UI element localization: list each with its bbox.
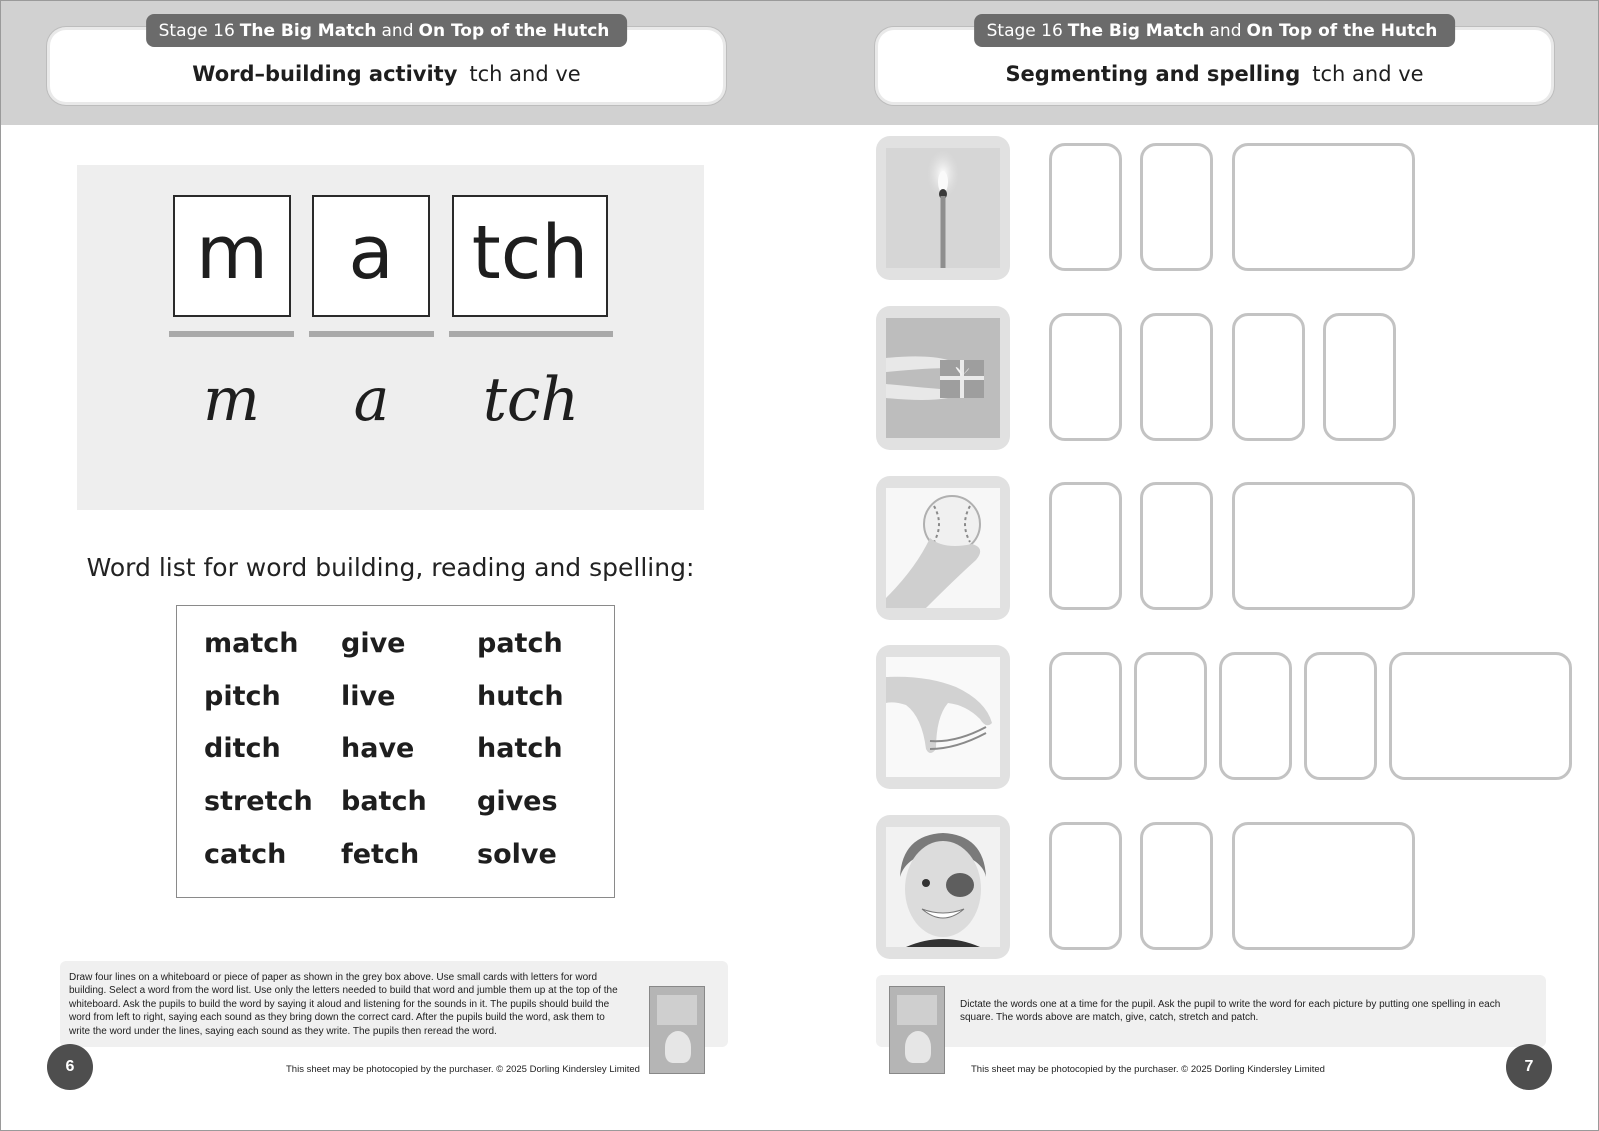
- picture-frame: [876, 645, 1010, 789]
- hand-catching-baseball-photo: [886, 488, 1000, 608]
- spelling-box[interactable]: [1049, 652, 1122, 780]
- writing-line: [309, 331, 434, 337]
- stage-label: Stage 16: [986, 20, 1063, 41]
- word-list-item: match: [204, 628, 299, 659]
- page-number: 7: [1506, 1044, 1552, 1090]
- word-list-item: ditch: [204, 733, 281, 764]
- picture-frame: [876, 815, 1010, 959]
- picture-frame: [876, 306, 1010, 450]
- activity-title: [192, 62, 580, 86]
- spelling-box[interactable]: [1049, 822, 1122, 950]
- spelling-box[interactable]: [1219, 652, 1292, 780]
- word-list-item: catch: [204, 839, 287, 870]
- copyright-footer: This sheet may be photocopied by the purchaser. © 2025 Dorling Kindersley Limited: [286, 1064, 640, 1075]
- spelling-box[interactable]: [1232, 482, 1415, 610]
- girl-with-eye-patch-photo: [886, 827, 1000, 947]
- spelling-box[interactable]: [1049, 313, 1122, 441]
- handwritten-letter: tch: [482, 365, 580, 435]
- stage-label: Stage 16: [158, 20, 235, 41]
- spelling-box[interactable]: [1304, 652, 1377, 780]
- spelling-box[interactable]: [1049, 143, 1122, 271]
- word-list-item: hutch: [477, 681, 564, 712]
- book-title-1: The Big Match: [239, 20, 377, 41]
- spelling-box[interactable]: [1140, 482, 1213, 610]
- left-instructions-panel: [60, 961, 728, 1047]
- spelling-box[interactable]: [1232, 822, 1415, 950]
- spelling-box[interactable]: [1323, 313, 1396, 441]
- instructions-text: Dictate the words one at a time for the pupil. Ask the pupil to write the word for each picture by putting one spelling in each square. The words above are match, give, catch, stretch and patch.: [960, 999, 1501, 1024]
- stage-tag: [146, 14, 628, 47]
- word-list-item: live: [341, 681, 396, 712]
- spelling-box[interactable]: [1134, 652, 1207, 780]
- spelling-box[interactable]: [1232, 313, 1305, 441]
- instructions-text: Draw four lines on a whiteboard or piece of paper as shown in the grey box above. Use small cards with letters for word building. Select a word from the word list. Use only the letters needed to build that word and jumble them up at the top of the whiteboard. Ask the pupils to build the word by saying it aloud and listening for the sounds in it. The pupils should build the word from left to right, saying each sound as they bring down the correct card. After the pupils build the word, ask them to write the word under the lines, saying each sound as they write. The pupils then reread the word.: [69, 972, 618, 1037]
- letter-tile: a: [312, 195, 430, 317]
- activity-focus: tch and ve: [469, 62, 581, 86]
- right-instructions-panel: [876, 975, 1546, 1047]
- spelling-box[interactable]: [1049, 482, 1122, 610]
- and-label: and: [381, 20, 414, 41]
- activity-focus: tch and ve: [1312, 62, 1424, 86]
- fingers-stretching-rubber-band-photo: [886, 657, 1000, 777]
- word-list-item: batch: [341, 786, 427, 817]
- spelling-box[interactable]: [1232, 143, 1415, 271]
- activity-name: Segmenting and spelling: [1005, 62, 1301, 86]
- book-cover-thumbnail: [889, 986, 945, 1074]
- book-title-2: On Top of the Hutch: [418, 20, 610, 41]
- and-label: and: [1209, 20, 1242, 41]
- handwritten-letter: m: [203, 365, 260, 435]
- word-list-item: stretch: [204, 786, 313, 817]
- word-list-item: patch: [477, 628, 563, 659]
- right-header-panel: [878, 20, 1551, 102]
- word-list-item: solve: [477, 839, 557, 870]
- word-list-item: gives: [477, 786, 558, 817]
- picture-frame: [876, 476, 1010, 620]
- left-header-panel: [50, 20, 723, 102]
- spelling-box[interactable]: [1140, 143, 1213, 271]
- word-list-item: fetch: [341, 839, 420, 870]
- word-list-item: pitch: [204, 681, 281, 712]
- word-building-demo: [77, 165, 704, 510]
- book-title-2: On Top of the Hutch: [1246, 20, 1438, 41]
- word-list-box: [176, 605, 615, 898]
- activity-title: [1005, 62, 1423, 86]
- book-title-1: The Big Match: [1067, 20, 1205, 41]
- lit-match-photo: [886, 148, 1000, 268]
- spelling-box[interactable]: [1140, 313, 1213, 441]
- handwritten-letter: a: [353, 365, 390, 435]
- spelling-box[interactable]: [1389, 652, 1572, 780]
- letter-tile: tch: [452, 195, 608, 317]
- activity-name: Word–building activity: [192, 62, 458, 86]
- page-number: 6: [47, 1044, 93, 1090]
- word-list-item: give: [341, 628, 406, 659]
- writing-line: [169, 331, 294, 337]
- stage-tag: [974, 14, 1456, 47]
- spelling-box[interactable]: [1140, 822, 1213, 950]
- hands-giving-gift-photo: [886, 318, 1000, 438]
- letter-tile: m: [173, 195, 291, 317]
- copyright-footer: This sheet may be photocopied by the purchaser. © 2025 Dorling Kindersley Limited: [971, 1064, 1325, 1075]
- word-list-item: hatch: [477, 733, 563, 764]
- word-list-item: have: [341, 733, 415, 764]
- book-cover-thumbnail: [649, 986, 705, 1074]
- picture-frame: [876, 136, 1010, 280]
- writing-line: [449, 331, 613, 337]
- word-list-title: Word list for word building, reading and spelling:: [86, 553, 695, 582]
